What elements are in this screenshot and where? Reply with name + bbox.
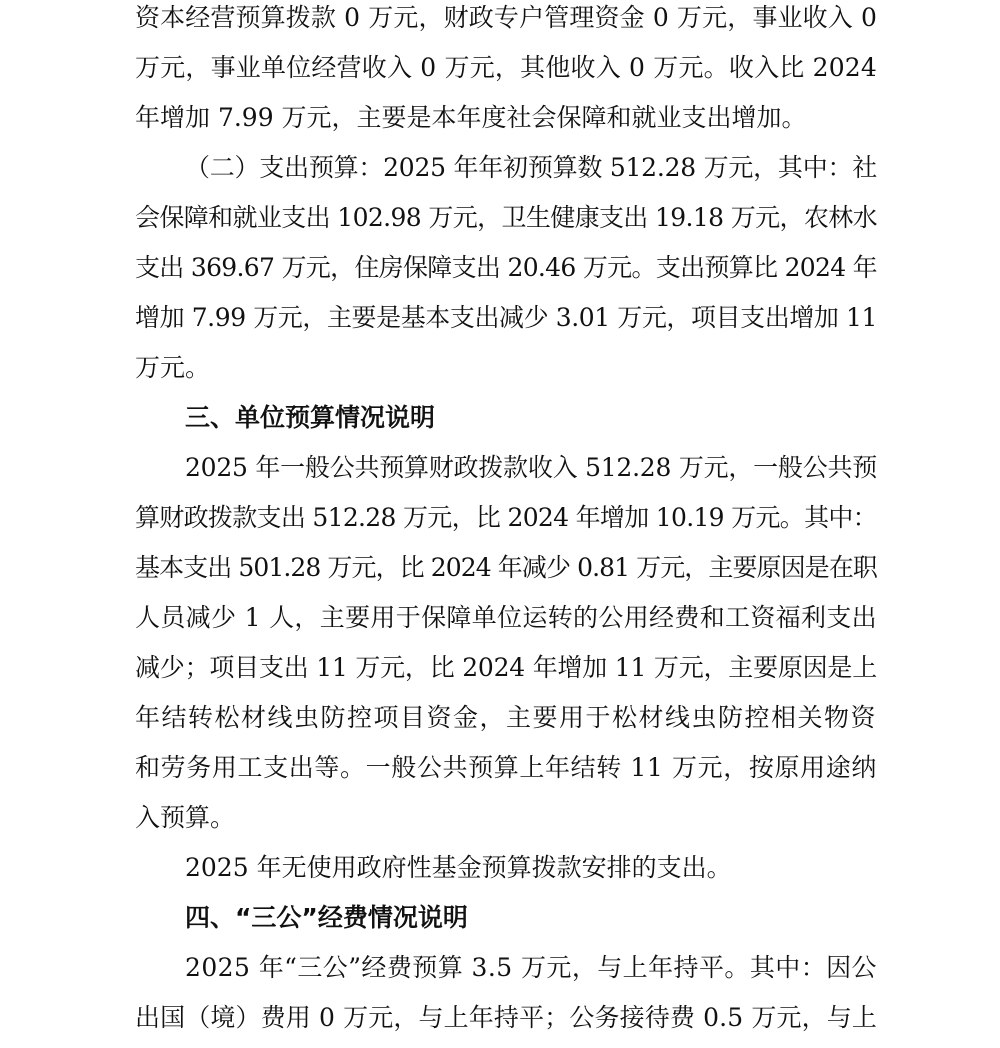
- text-line: [0, 598, 1000, 648]
- text-line: [0, 198, 1000, 248]
- line-text: 万元，事业单位经营收入 0 万元，其他收入 0 万元。收入比 2024: [135, 53, 877, 82]
- line-text: 出国（境）费用 0 万元，与上年持平；公务接待费 0.5 万元，与上: [135, 1003, 877, 1032]
- line-text: 资本经营预算拨款 0 万元，财政专户管理资金 0 万元，事业收入 0: [135, 3, 877, 32]
- text-line: [0, 948, 1000, 998]
- line-text: 基本支出 501.28 万元，比 2024 年减少 0.81 万元，主要原因是在职: [135, 553, 877, 582]
- line-text: （二）支出预算：2025 年年初预算数 512.28 万元，其中：社: [185, 153, 877, 182]
- text-line: [0, 848, 1000, 898]
- text-line: [0, 998, 1000, 1048]
- line-text: 算财政拨款支出 512.28 万元，比 2024 年增加 10.19 万元。其中：: [135, 503, 877, 532]
- line-text: 和劳务用工支出等。一般公共预算上年结转 11 万元，按原用途纳: [135, 753, 877, 782]
- section-heading: [0, 898, 1000, 948]
- text-line: [0, 248, 1000, 298]
- text-line: [0, 498, 1000, 548]
- line-text: 减少；项目支出 11 万元，比 2024 年增加 11 万元，主要原因是上: [135, 653, 877, 682]
- line-text: 增加 7.99 万元，主要是基本支出减少 3.01 万元，项目支出增加 11: [135, 303, 877, 332]
- line-text: 会保障和就业支出 102.98 万元，卫生健康支出 19.18 万元，农林水: [135, 203, 877, 232]
- text-line: [0, 48, 1000, 98]
- line-text: 年结转松材线虫防控项目资金，主要用于松材线虫防控相关物资: [135, 703, 877, 732]
- text-line: [0, 0, 1000, 48]
- line-text: 入预算。: [135, 803, 236, 832]
- line-text: 人员减少 1 人，主要用于保障单位运转的公用经费和工资福利支出: [135, 603, 877, 632]
- line-text: 2025 年“三公”经费预算 3.5 万元，与上年持平。其中：因公: [185, 953, 877, 982]
- section-heading: [0, 398, 1000, 448]
- text-line: [0, 748, 1000, 798]
- text-line: [0, 698, 1000, 748]
- heading-text: 四、“三公”经费情况说明: [185, 903, 468, 932]
- text-line: [0, 448, 1000, 498]
- heading-text: 三、单位预算情况说明: [185, 403, 436, 432]
- line-text: 2025 年无使用政府性基金预算拨款安排的支出。: [185, 853, 732, 882]
- text-line: [0, 298, 1000, 348]
- text-line: [0, 548, 1000, 598]
- line-text: 2025 年一般公共预算财政拨款收入 512.28 万元，一般公共预: [185, 453, 877, 482]
- line-text: 万元。: [135, 353, 211, 382]
- line-text: 支出 369.67 万元，住房保障支出 20.46 万元。支出预算比 2024 年: [135, 253, 877, 282]
- text-line: [0, 648, 1000, 698]
- line-text: 年增加 7.99 万元，主要是本年度社会保障和就业支出增加。: [135, 103, 807, 132]
- text-line: [0, 98, 1000, 148]
- text-line: [0, 148, 1000, 198]
- text-line: [0, 348, 1000, 398]
- text-line: [0, 798, 1000, 848]
